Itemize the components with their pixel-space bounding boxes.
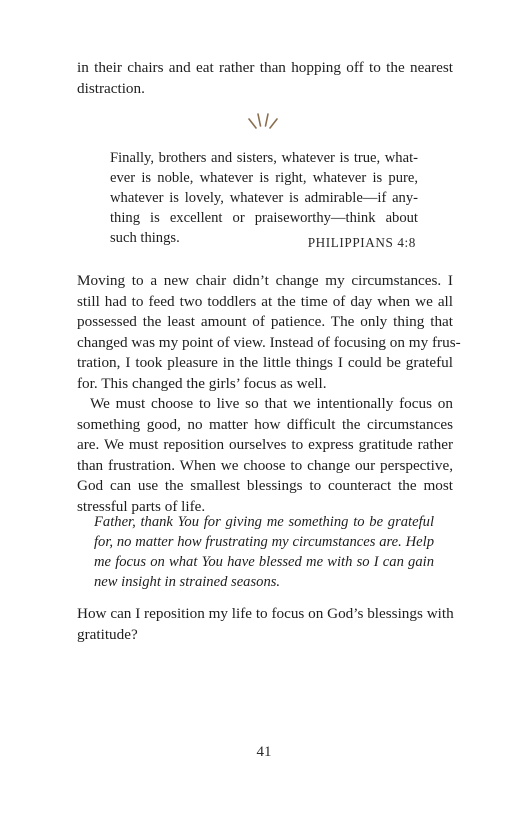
quote-line: such things. <box>110 230 180 246</box>
prayer-paragraph <box>94 512 434 592</box>
scripture-quote <box>110 148 418 248</box>
reflection-question <box>77 604 453 645</box>
quote-line: thing is excellent or praiseworthy—think about <box>110 210 418 226</box>
text-line: distraction. <box>77 79 145 97</box>
sunburst-ornament-icon <box>243 111 283 133</box>
text-line: We must choose to live so that we intentionally focus on <box>90 395 453 412</box>
text-line: How can I reposition my life to focus on God’s blessings with <box>77 605 454 622</box>
text-line: possessed the least amount of patience. The only thing that <box>77 313 453 330</box>
text-line: are. We must reposition ourselves to express gratitude rather <box>77 436 453 453</box>
text-line: than frustration. When we choose to change our perspective, <box>77 456 453 474</box>
prayer-line: Father, thank You for giving me something to be grateful <box>94 514 434 530</box>
page-number: 41 <box>256 744 272 760</box>
continuation-paragraph <box>77 58 453 99</box>
text-line: in their chairs and eat rather than hopping off to the nearest <box>77 59 453 76</box>
body-paragraph-1 <box>77 271 461 517</box>
text-line: something good, no matter how difficult the circumstances <box>77 415 453 433</box>
prayer-line: for, no matter how frustrating my circumstances are. Help <box>94 534 434 550</box>
quote-line: ever is noble, whatever is right, whatever is pure, <box>110 170 418 186</box>
scripture-reference: PHILIPPIANS 4:8 <box>307 235 416 250</box>
quote-line: whatever is lovely, whatever is admirable—if any- <box>110 190 418 206</box>
text-line: for. This changed the girls’ focus as well. <box>77 374 327 392</box>
text-line: stressful parts of life. <box>77 497 206 515</box>
text-line: gratitude? <box>77 625 138 643</box>
text-line: God can use the smallest blessings to counteract the most <box>77 477 453 494</box>
text-line: Moving to a new chair didn’t change my circumstances. I <box>77 272 453 289</box>
text-line: tration, I took pleasure in the little things I could be grateful <box>77 354 453 371</box>
text-line: still had to feed two toddlers at the time of day when we all <box>77 292 453 310</box>
quote-line: Finally, brothers and sisters, whatever is true, what- <box>110 150 418 166</box>
prayer-line: new insight in strained seasons. <box>94 574 281 590</box>
prayer-line: me focus on what You have blessed me with so I can gain <box>94 554 434 570</box>
text-line: changed was my point of view. Instead of focusing on my frus- <box>77 333 461 351</box>
